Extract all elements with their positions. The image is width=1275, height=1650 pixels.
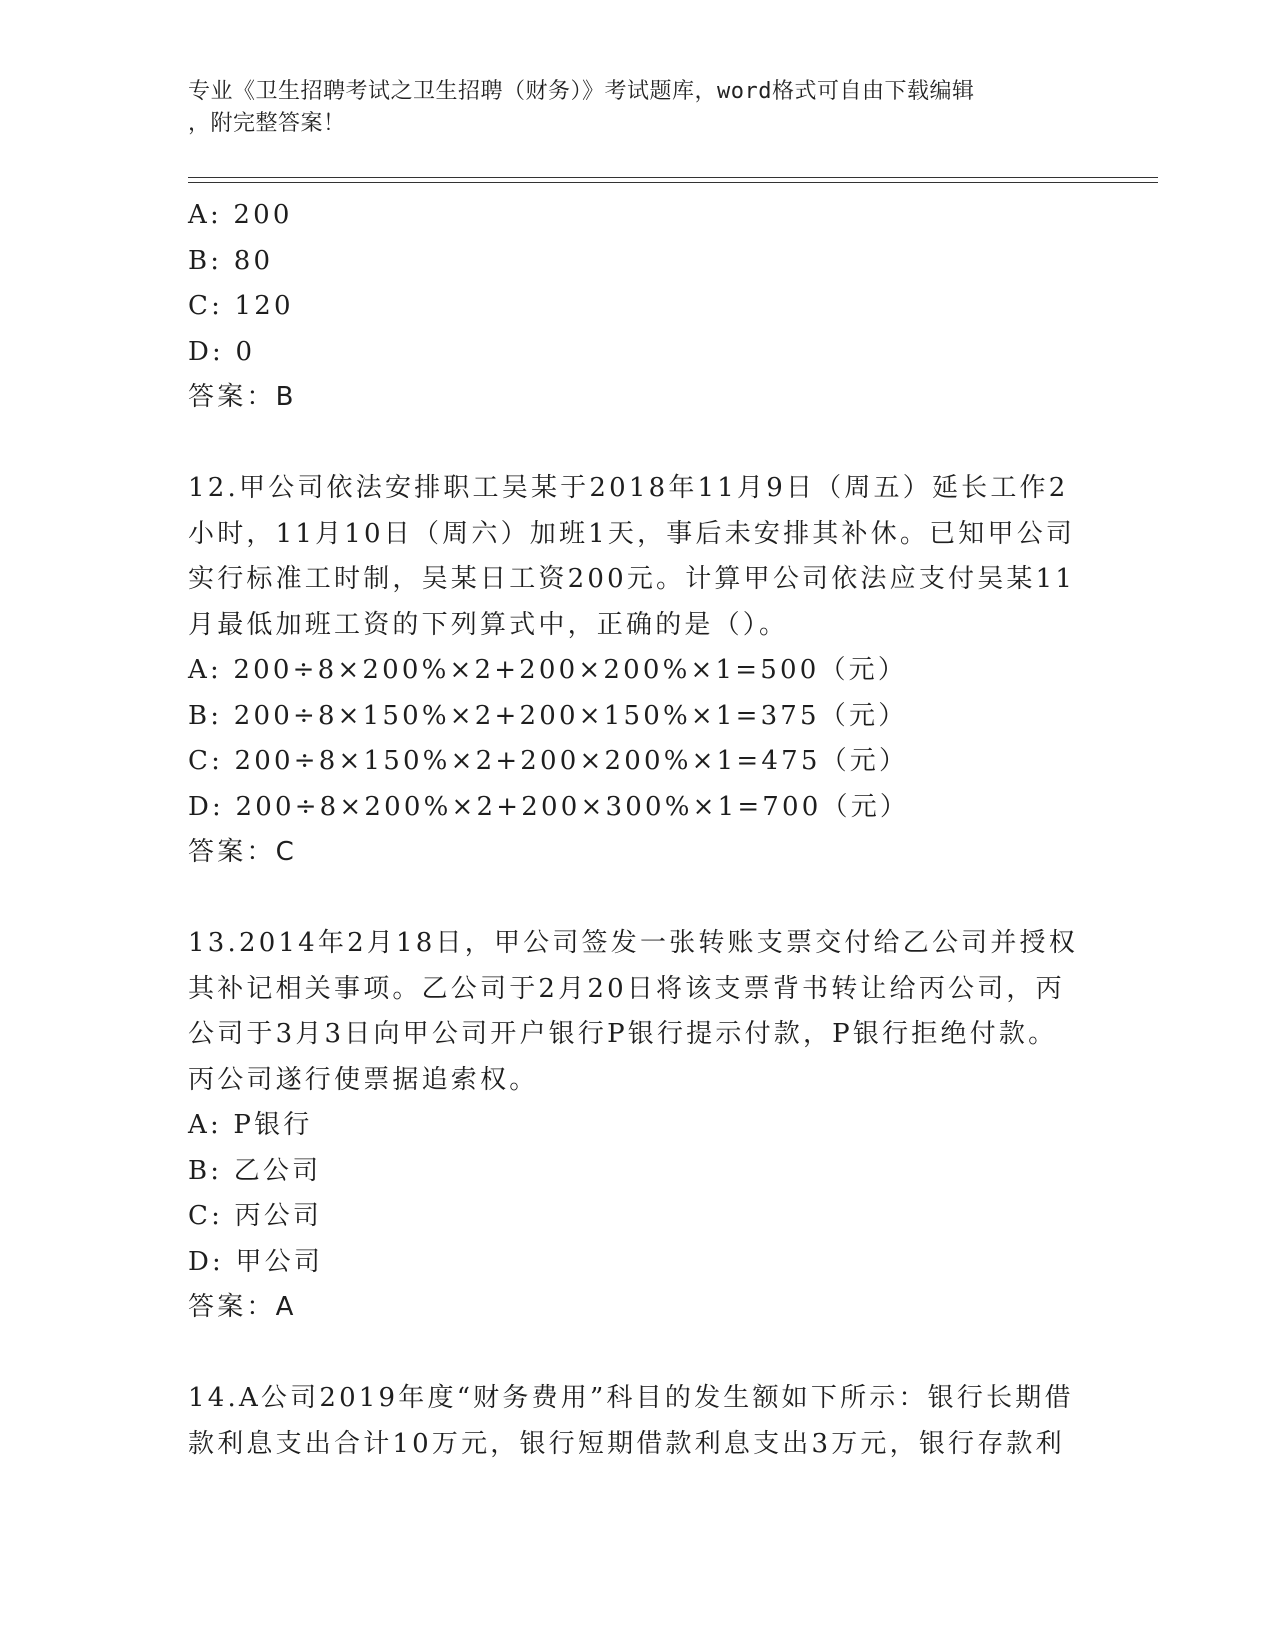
answer: 答案：C bbox=[188, 837, 297, 867]
option-d: D: 200÷8×200%×2+200×300%×1=700（元） bbox=[188, 791, 910, 822]
question-12 bbox=[188, 466, 1088, 876]
answer: 答案：B bbox=[188, 382, 297, 412]
option-c: C: 200÷8×150%×2+200×200%×1=475（元） bbox=[188, 746, 909, 776]
question-text-line: 月最低加班工资的下列算式中，正确的是（）。 bbox=[188, 609, 789, 640]
question-text-line: 实行标准工时制，吴某日工资200元。计算甲公司依法应支付吴某11 bbox=[188, 564, 1076, 594]
header-divider-bottom bbox=[188, 182, 1158, 183]
question-text-line: 小时，11月10日（周六）加班1天，事后未安排其补休。已知甲公司 bbox=[188, 518, 1076, 549]
document-header bbox=[188, 76, 1088, 140]
question-11 bbox=[188, 193, 1088, 421]
spacer bbox=[188, 876, 1088, 922]
option-a: A: 200 bbox=[188, 200, 293, 230]
option-a: A: P银行 bbox=[188, 1110, 313, 1140]
question-text-line: 公司于3月3日向甲公司开户银行P银行提示付款，P银行拒绝付款。 bbox=[188, 1019, 1058, 1049]
spacer bbox=[188, 421, 1088, 467]
option-b: B: 80 bbox=[188, 245, 274, 276]
header-line-1: 专业《卫生招聘考试之卫生招聘（财务）》考试题库，word格式可自由下载编辑 bbox=[188, 79, 975, 104]
option-c: C: 丙公司 bbox=[188, 1201, 323, 1231]
question-text-line: 13.2014年2月18日，甲公司签发一张转账支票交付给乙公司并授权 bbox=[188, 928, 1078, 958]
question-text-line: 款利息支出合计10万元，银行短期借款利息支出3万元，银行存款利 bbox=[188, 1428, 1065, 1459]
question-text-line: 丙公司遂行使票据追索权。 bbox=[188, 1064, 539, 1095]
question-text-line: 14.A公司2019年度“财务费用”科目的发生额如下所示：银行长期借 bbox=[188, 1383, 1074, 1413]
option-d: D: 甲公司 bbox=[188, 1246, 324, 1277]
answer: 答案：A bbox=[188, 1292, 297, 1322]
option-c: C: 120 bbox=[188, 291, 294, 321]
spacer bbox=[188, 1331, 1088, 1377]
question-content bbox=[188, 193, 1088, 1467]
option-b: B: 200÷8×150%×2+200×150%×1=375（元） bbox=[188, 700, 908, 731]
question-13 bbox=[188, 921, 1088, 1331]
question-text-line: 12.甲公司依法安排职工吴某于2018年11月9日（周五）延长工作2 bbox=[188, 473, 1069, 503]
option-b: B: 乙公司 bbox=[188, 1155, 322, 1186]
option-a: A: 200÷8×200%×2+200×200%×1=500（元） bbox=[188, 655, 908, 685]
header-line-2: ，附完整答案！ bbox=[188, 111, 346, 136]
question-text-line: 其补记相关事项。乙公司于2月20日将该支票背书转让给丙公司，丙 bbox=[188, 973, 1065, 1004]
question-14 bbox=[188, 1376, 1088, 1467]
option-d: D: 0 bbox=[188, 336, 256, 367]
header-divider-top bbox=[188, 177, 1158, 178]
